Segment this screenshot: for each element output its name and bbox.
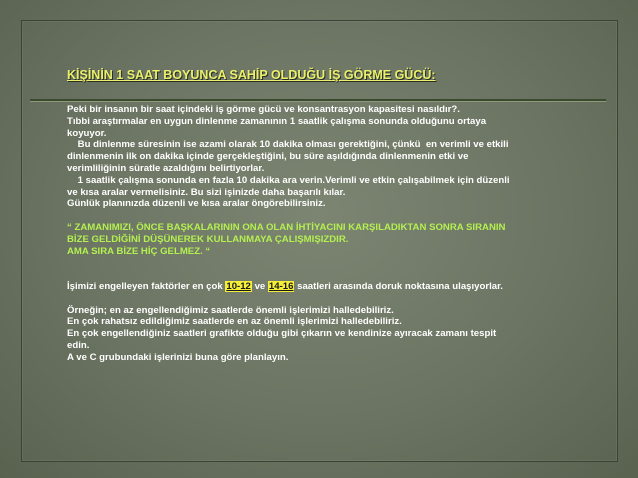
body-line: Örneğin; en az engellendiğimiz saatlerde önemli işlerimizi halledebiliriz.	[67, 304, 394, 316]
body-line: Günlük planınızda düzenli ve kısa aralar öngörebilirsiniz.	[67, 198, 326, 210]
body-line: En çok engellendiğiniz saatleri grafikte olduğu gibi çıkarın ve kendinize ayıracak zamanı tespit	[67, 328, 497, 340]
peak-hours-line	[67, 281, 587, 293]
body-line: dinlenmenin ilk on dakika içinde gerçekleştiğini, bu süre aşıldığında dinlenmenin etki ve	[67, 151, 469, 163]
quote-line: AMA SIRA BİZE HİÇ GELMEZ. “	[67, 245, 211, 257]
peak-range-morning: 10-12	[226, 280, 251, 292]
body-line: Bu dinlenme süresinin ise azami olarak 10 dakika olması gerektiğini, çünkü en verimli ve etkili	[67, 139, 509, 151]
title-divider	[30, 99, 606, 102]
peak-range-afternoon: 14-16	[268, 280, 294, 292]
body-line: koyuyor.	[67, 127, 107, 139]
quote-line: “ ZAMANIMIZI, ÖNCE BAŞKALARININ ONA OLAN İHTİYACINI KARŞILADIKTAN SONRA SIRANIN	[67, 221, 506, 233]
quote-line: BİZE GELDİĞİNİ DÜŞÜNEREK KULLANMAYA ÇALIŞMIŞIZDIR.	[67, 233, 349, 245]
body-line: ve kısa aralar vermelisiniz. Bu sizi işinizde daha başarılı kılar.	[67, 186, 346, 198]
body-line: 1 saatlik çalışma sonunda en fazla 10 dakika ara verin.Verimli ve etkin çalışabilmek için düzenli	[67, 174, 510, 186]
peak-text-after: saatleri arasında doruk noktasına ulaşıyorlar.	[294, 280, 503, 292]
body-line: Tıbbi araştırmalar en uygun dinlenme zamanının 1 saatlik çalışma sonunda olduğunu ortaya	[67, 115, 487, 127]
body-line: En çok rahatsız edildiğimiz saatlerde en az önemli işlerimizi halledebiliriz.	[67, 316, 402, 328]
body-line: edin.	[67, 339, 90, 351]
body-line: A ve C grubundaki işlerinizi buna göre planlayın.	[67, 351, 289, 363]
peak-text-before: İşimizi engelleyen faktörler en çok	[67, 280, 226, 292]
body-line: Peki bir insanın bir saat içindeki iş görme gücü ve konsantrasyon kapasitesi nasıldır?.	[67, 104, 460, 115]
body-line: verimliliğinin süratle azaldığını belirtiyorlar.	[67, 162, 265, 174]
slide-body	[67, 104, 587, 364]
slide-title: KİŞİNİN 1 SAAT BOYUNCA SAHİP OLDUĞU İŞ GÖRME GÜCÜ:	[67, 68, 436, 82]
peak-text-middle: ve	[251, 280, 268, 292]
